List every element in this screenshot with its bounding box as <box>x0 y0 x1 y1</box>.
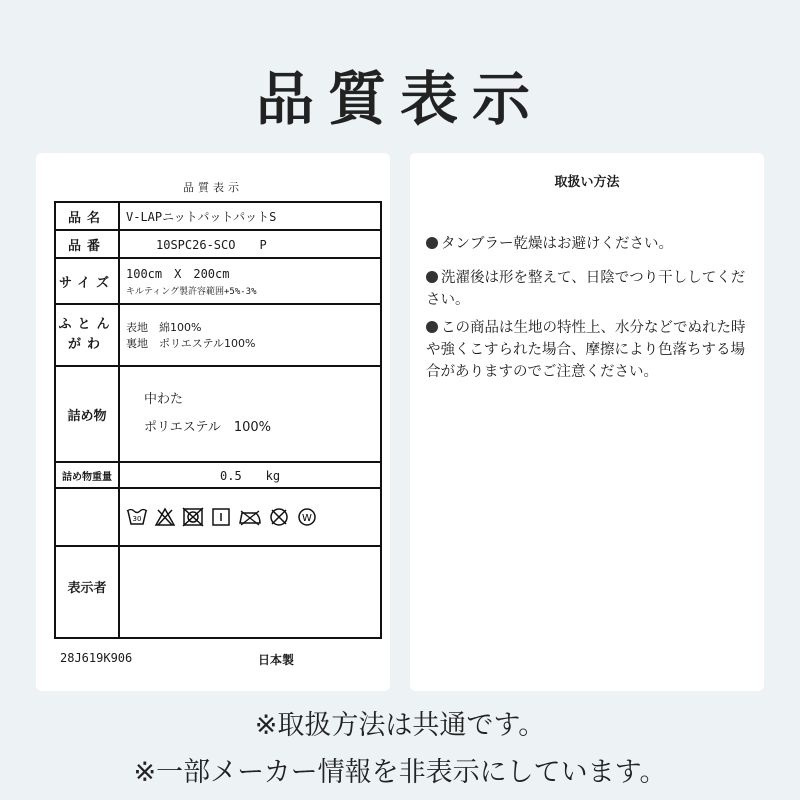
handling-note <box>426 233 756 255</box>
size-tolerance: キルティング製許容範囲+5%-3% <box>126 287 257 297</box>
size-value: 100cm X 200cm <box>126 267 230 281</box>
row-key: ふとんがわ <box>55 304 119 366</box>
size-cell <box>119 258 381 304</box>
row-value: 10SPC26-SCO P <box>119 230 381 258</box>
wet-clean-icon <box>296 507 318 527</box>
row-key: 詰め物 <box>55 366 119 462</box>
handling-card <box>410 153 764 691</box>
filling-material: ポリエステル 100% <box>144 420 271 435</box>
bullet-icon <box>426 271 438 283</box>
no-bleach-icon <box>154 507 176 527</box>
row-key: 表示者 <box>55 546 119 638</box>
fabric-cell <box>119 304 381 366</box>
row-key: サイズ <box>55 258 119 304</box>
table-row <box>55 488 381 546</box>
product-code: 28J619K906 <box>60 651 133 665</box>
fabric-back: 裏地 ポリエステル100% <box>126 337 256 350</box>
tumble-dry-icon <box>182 507 204 527</box>
bullet-icon <box>426 237 438 249</box>
hang-dry-icon <box>210 507 232 527</box>
country-of-origin: 日本製 <box>258 653 295 667</box>
table-row <box>55 202 381 230</box>
handling-note <box>426 317 756 383</box>
note-text: この商品は生地の特性上、水分などでぬれた時や強くこすられた場合、摩擦により色落ちする場合がありますのでご注意ください。 <box>426 320 746 380</box>
handling-note <box>426 267 756 311</box>
page-title: 品質表示 <box>255 65 544 133</box>
fabric-front: 表地 綿100% <box>126 321 202 334</box>
row-key: 品番 <box>55 230 119 258</box>
row-key <box>55 488 119 546</box>
care-symbols <box>119 488 381 546</box>
filling-cell <box>119 366 381 462</box>
svg-text:30: 30 <box>132 515 142 523</box>
filling-name: 中わた <box>144 392 184 407</box>
note-text: 洗濯後は形を整えて、日陰でつり干ししてください。 <box>426 270 746 308</box>
quality-label-card <box>36 153 390 691</box>
label-heading: 品質表示 <box>183 181 243 194</box>
handling-title: 取扱い方法 <box>554 175 620 190</box>
row-value: V-LAPニットパットパットS <box>119 202 381 230</box>
no-dry-clean-icon <box>268 507 290 527</box>
row-value <box>119 546 381 638</box>
table-row <box>55 230 381 258</box>
svg-text:W: W <box>302 513 312 524</box>
footer-note-hidden: ※一部メーカー情報を非表示にしています。 <box>133 757 667 788</box>
quality-table <box>54 201 382 639</box>
table-row <box>55 366 381 462</box>
row-key: 詰め物重量 <box>55 462 119 488</box>
row-key: 品名 <box>55 202 119 230</box>
table-row <box>55 258 381 304</box>
table-row <box>55 304 381 366</box>
row-value: 0.5 kg <box>119 462 381 488</box>
footer-note-common: ※取扱方法は共通です。 <box>254 710 546 741</box>
table-row <box>55 546 381 638</box>
table-row <box>55 462 381 488</box>
iron-low-icon <box>238 507 262 527</box>
bullet-icon <box>426 321 438 333</box>
wash-30-icon <box>126 507 148 527</box>
note-text: タンブラー乾燥はお避けください。 <box>441 236 673 252</box>
